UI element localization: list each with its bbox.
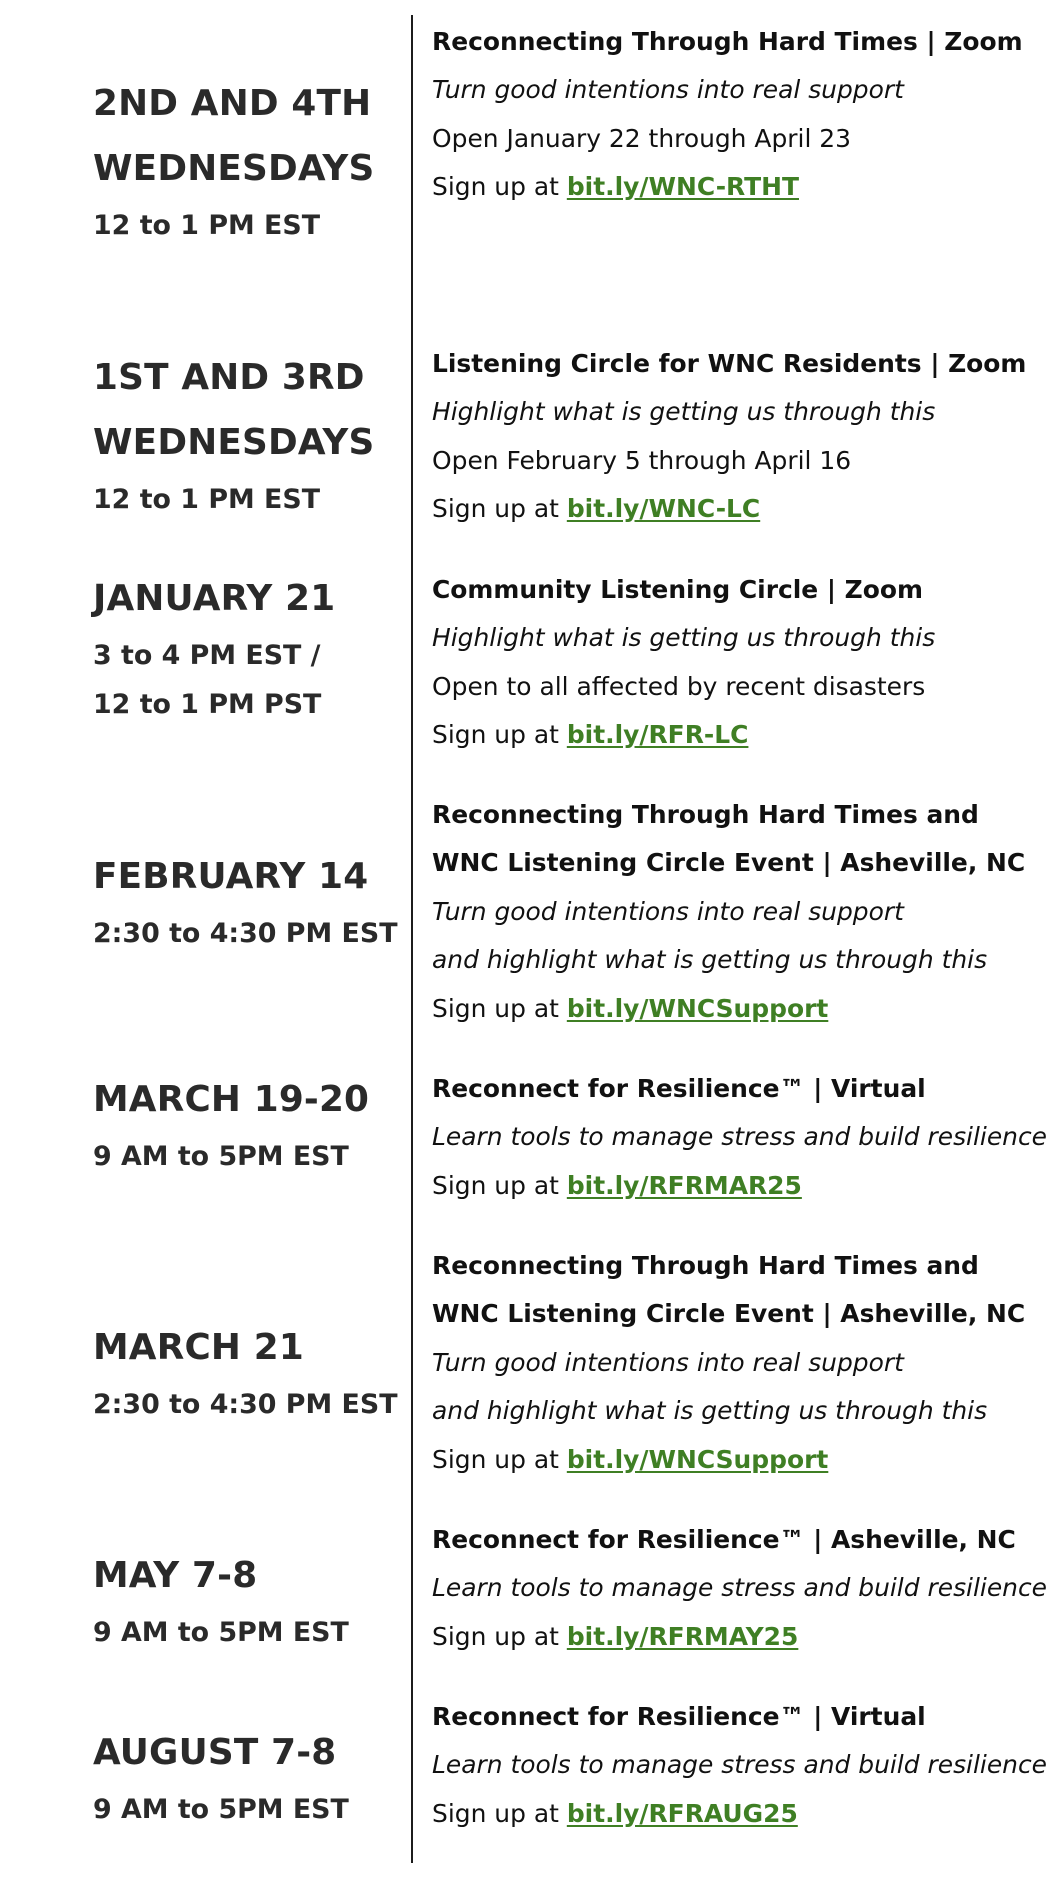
event-when xyxy=(93,566,403,729)
event-when xyxy=(93,1315,403,1429)
event-signup xyxy=(432,1162,1050,1210)
event-tagline: Learn tools to manage stress and build resilience xyxy=(432,1122,1048,1152)
event-time: 3 to 4 PM EST / xyxy=(93,640,321,671)
event-date: 2ND AND 4TH xyxy=(93,83,372,124)
event-title: Listening Circle for WNC Residents | Zoom xyxy=(432,349,1027,378)
signup-link[interactable]: bit.ly/RFRAUG25 xyxy=(566,1798,798,1828)
event-details xyxy=(432,340,1052,534)
event-time: 9 AM to 5PM EST xyxy=(93,1141,349,1172)
event-title: Reconnect for Resilience™ | Virtual xyxy=(432,1702,926,1731)
event-note: Open February 5 through April 16 xyxy=(432,445,852,475)
event-date: MAY 7-8 xyxy=(93,1555,258,1596)
event-time: 12 to 1 PM PST xyxy=(93,689,322,720)
signup-prefix: Sign up at xyxy=(432,1621,567,1651)
event-tagline: Highlight what is getting us through this xyxy=(432,623,936,653)
signup-link[interactable]: bit.ly/WNC-LC xyxy=(566,494,761,524)
signup-link[interactable]: bit.ly/WNC-RTHT xyxy=(566,172,799,202)
event-details xyxy=(432,1693,1052,1838)
event-time: 12 to 1 PM EST xyxy=(93,484,321,515)
signup-link[interactable]: bit.ly/RFRMAR25 xyxy=(566,1170,802,1200)
event-date: WEDNESDAYS xyxy=(93,422,375,463)
event-title: Reconnecting Through Hard Times and xyxy=(432,800,979,829)
event-signup xyxy=(432,1613,1050,1661)
event-title: Community Listening Circle | Zoom xyxy=(432,575,923,604)
signup-link[interactable]: bit.ly/WNCSupport xyxy=(566,993,829,1023)
event-details xyxy=(432,1242,1052,1484)
event-title: Reconnecting Through Hard Times and xyxy=(432,1251,979,1280)
event-date: FEBRUARY 14 xyxy=(93,856,369,897)
event-time: 12 to 1 PM EST xyxy=(93,210,321,241)
event-tagline: Turn good intentions into real support xyxy=(432,75,904,105)
signup-prefix: Sign up at xyxy=(432,1798,567,1828)
event-note: Open to all affected by recent disasters xyxy=(432,671,926,701)
event-time: 9 AM to 5PM EST xyxy=(93,1794,349,1825)
event-tagline: Learn tools to manage stress and build resilience xyxy=(432,1573,1048,1603)
event-signup xyxy=(432,1790,1050,1838)
event-when xyxy=(93,1720,403,1834)
signup-prefix: Sign up at xyxy=(432,494,567,524)
event-title: Reconnect for Resilience™ | Virtual xyxy=(432,1074,926,1103)
event-title: WNC Listening Circle Event | Asheville, NC xyxy=(432,1299,1026,1329)
event-time: 2:30 to 4:30 PM EST xyxy=(93,918,398,949)
event-details xyxy=(432,791,1052,1033)
event-details xyxy=(432,1065,1052,1210)
event-signup xyxy=(432,711,1050,759)
signup-prefix: Sign up at xyxy=(432,1170,567,1200)
event-tagline: Turn good intentions into real support xyxy=(432,896,904,926)
event-tagline: Highlight what is getting us through this xyxy=(432,397,936,427)
event-details xyxy=(432,18,1052,212)
event-date: JANUARY 21 xyxy=(93,578,336,619)
event-tagline: Turn good intentions into real support xyxy=(432,1347,904,1377)
signup-link[interactable]: bit.ly/WNCSupport xyxy=(566,1444,829,1474)
signup-prefix: Sign up at xyxy=(432,993,567,1023)
signup-prefix: Sign up at xyxy=(432,720,567,750)
event-details xyxy=(432,566,1052,760)
event-date: WEDNESDAYS xyxy=(93,148,375,189)
event-tagline: and highlight what is getting us through this xyxy=(432,945,988,975)
signup-prefix: Sign up at xyxy=(432,1444,567,1474)
event-date: MARCH 21 xyxy=(93,1327,304,1368)
event-title: WNC Listening Circle Event | Asheville, NC xyxy=(432,848,1026,878)
event-time: 9 AM to 5PM EST xyxy=(93,1617,349,1648)
event-when xyxy=(93,1067,403,1181)
event-when xyxy=(93,1543,403,1657)
event-signup xyxy=(432,1436,1050,1484)
event-signup xyxy=(432,163,1050,211)
signup-link[interactable]: bit.ly/RFRMAY25 xyxy=(566,1621,799,1651)
event-date: AUGUST 7-8 xyxy=(93,1732,337,1773)
event-signup xyxy=(432,985,1050,1033)
event-tagline: Learn tools to manage stress and build resilience xyxy=(432,1750,1048,1780)
event-title: Reconnect for Resilience™ | Asheville, NC xyxy=(432,1525,1016,1554)
event-date: 1ST AND 3RD xyxy=(93,357,365,398)
event-when xyxy=(93,844,403,958)
signup-link[interactable]: bit.ly/RFR-LC xyxy=(566,720,749,750)
event-when xyxy=(93,71,403,250)
event-time: 2:30 to 4:30 PM EST xyxy=(93,1389,398,1420)
event-signup xyxy=(432,485,1050,533)
event-date: MARCH 19-20 xyxy=(93,1079,370,1120)
signup-prefix: Sign up at xyxy=(432,172,567,202)
event-title: Reconnecting Through Hard Times | Zoom xyxy=(432,27,1023,56)
event-tagline: and highlight what is getting us through this xyxy=(432,1396,988,1426)
event-when xyxy=(93,345,403,524)
column-divider xyxy=(411,15,413,1863)
event-note: Open January 22 through April 23 xyxy=(432,123,852,153)
event-details xyxy=(432,1516,1052,1661)
